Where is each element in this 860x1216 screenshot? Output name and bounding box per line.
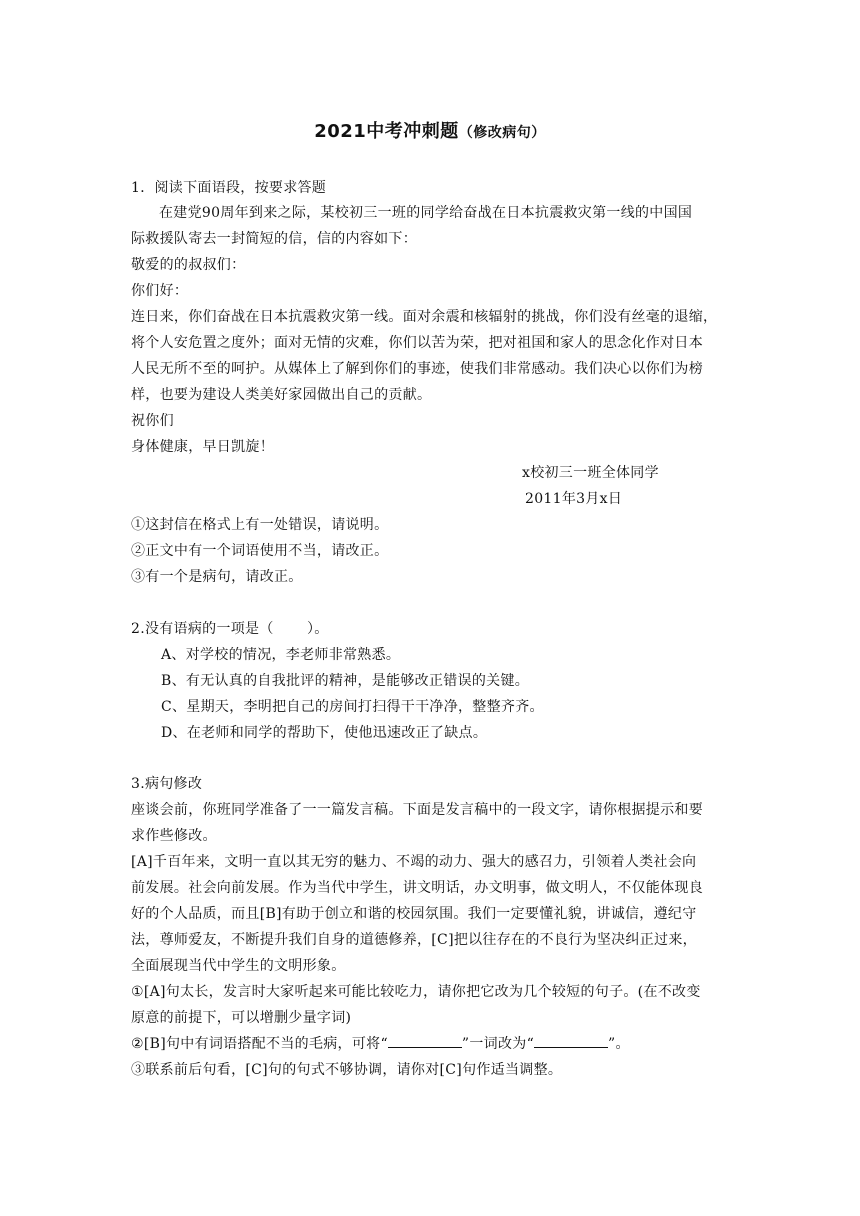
q1-task: ②正文中有一个词语使用不当，请改正。 [131,543,389,559]
letter-closing: 祝你们 [131,413,174,429]
letter-body-line: 将个人安危置之度外；面对无情的灾难，你们以苦为荣，把对祖国和家人的思念化作对日本 [131,335,703,351]
letter-salutation: 敬爱的的叔叔们： [131,257,246,273]
q3-passage-line: 全面展现当代中学生的文明形象。 [131,958,346,974]
q2-option: B、有无认真的自我批评的精神，是能够改正错误的关键。 [161,673,530,689]
q3-intro-line: 座谈会前，你班同学准备了一一篇发言稿。下面是发言稿中的一段文字，请你根据提示和要 [131,802,703,818]
title-sub: （修改病句） [458,125,546,141]
q2-option: C、星期天，李明把自己的房间打扫得干干净净，整整齐齐。 [161,699,544,715]
q3-heading: 3.病句修改 [131,776,203,792]
q2-option: D、在老师和同学的帮助下，使他迅速改正了缺点。 [161,725,488,741]
answer-blank[interactable] [534,1035,608,1048]
q1-task: ③有一个是病句，请改正。 [131,569,303,585]
letter-signature: x校初三一班全体同学 [522,465,659,481]
title-main: 2021中考冲刺题 [314,121,459,142]
q3-task2 [131,1034,630,1054]
letter-greeting: 你们好： [131,283,189,299]
letter-date: 2011年3月x日 [525,491,623,507]
q2-heading: 2.没有语病的一项是（ ）。 [131,621,329,637]
q1-heading: 1．阅读下面语段，按要求答题 [131,180,327,196]
q3-task2-text: ②[B]句中有词语搭配不当的毛病，可将“ [131,1036,388,1052]
q3-task1-line: ①[A]句太长，发言时大家听起来可能比较吃力，请你把它改为几个较短的句子。(在不改变 [131,984,701,1000]
q3-passage-line: [A]千百年来，文明一直以其无穷的魅力、不竭的动力、强大的感召力，引领着人类社会向 [131,854,697,870]
q3-task1-line: 原意的前提下，可以增删少量字词) [131,1010,352,1026]
q3-task2-text: ”一词改为“ [461,1036,535,1052]
q1-task: ①这封信在格式上有一处错误，请说明。 [131,517,389,533]
page-title [0,117,860,143]
q3-task2-text: ”。 [608,1036,630,1052]
letter-body-line: 连日来，你们奋战在日本抗震救灾第一线。面对余震和核辐射的挑战，你们没有丝毫的退缩， [131,309,718,325]
letter-body-line: 样，也要为建设人类美好家园做出自己的贡献。 [131,387,432,403]
q3-passage-line: 前发展。社会向前发展。作为当代中学生，讲文明话，办文明事，做文明人，不仅能体现良 [131,880,703,896]
answer-blank[interactable] [388,1035,462,1048]
q3-passage-line: 好的个人品质，而且[B]有助于创立和谐的校园氛围。我们一定要懂礼貌，讲诚信，遵纪守 [131,906,697,922]
q3-passage-line: 法，尊师爱友，不断提升我们自身的道德修养，[C]把以往存在的不良行为坚决纠正过来， [131,932,697,948]
q2-option: A、对学校的情况，李老师非常熟悉。 [161,647,401,663]
q3-intro-line: 求作些修改。 [131,828,217,844]
q1-intro-line: 际救援队寄去一封简短的信，信的内容如下： [131,231,417,247]
letter-body-line: 人民无所不至的呵护。从媒体上了解到你们的事迹，使我们非常感动。我们决心以你们为榜 [131,361,703,377]
letter-closing-wish: 身体健康，早日凯旋！ [131,439,274,455]
q1-intro-line: 在建党90周年到来之际，某校初三一班的同学给奋战在日本抗震救灾第一线的中国国 [159,205,693,221]
q3-task3: ③联系前后句看，[C]句的句式不够协调，请你对[C]句作适当调整。 [131,1062,563,1078]
